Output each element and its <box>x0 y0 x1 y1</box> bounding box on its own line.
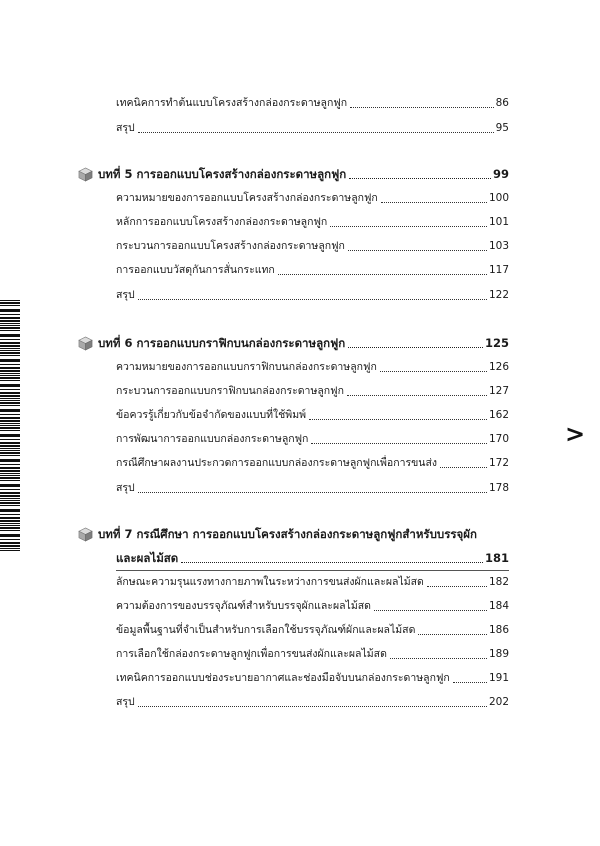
barcode-bar <box>0 445 20 447</box>
dot-leader <box>350 107 494 108</box>
barcode-bar <box>0 395 20 397</box>
toc-entry-title: สรุป <box>116 122 135 134</box>
toc-entry[interactable] <box>116 430 509 448</box>
barcode-bar <box>0 300 20 301</box>
toc-chapter-page: 99 <box>492 167 509 181</box>
toc-entry[interactable] <box>116 573 509 591</box>
barcode-bar <box>0 542 20 544</box>
toc-entry[interactable] <box>116 597 509 615</box>
toc-entry[interactable] <box>116 645 509 663</box>
toc-chapter-title: และผลไม้สด <box>116 551 179 565</box>
barcode-bar <box>0 430 20 431</box>
toc-entry-title: เทคนิคการออกแบบช่องระบายอากาศและช่องมือจับบนกล่องกระดาษลูกฟูก <box>116 672 450 684</box>
barcode-bar <box>0 392 20 394</box>
toc-entry[interactable] <box>116 213 509 231</box>
toc-chapter-page: 181 <box>484 551 509 565</box>
barcode-bar <box>0 450 20 451</box>
toc-entry-title: กรณีศึกษาผลงานประกวดการออกแบบกล่องกระดาษลูกฟูกเพื่อการขนส่ง <box>116 457 438 469</box>
toc-entry-title: ข้อควรรู้เกี่ยวกับข้อจำกัดของแบบที่ใช้พิมพ์ <box>116 409 307 421</box>
toc-entry-title: ความหมายของการออกแบบโครงสร้างกล่องกระดาษลูกฟูก <box>116 192 378 204</box>
toc-entry[interactable] <box>116 693 509 711</box>
barcode-bar <box>0 355 20 356</box>
barcode-bar <box>0 405 20 406</box>
barcode-bar <box>0 434 20 437</box>
toc-entry[interactable] <box>116 261 509 279</box>
toc-entry[interactable] <box>116 479 509 497</box>
barcode-bar <box>0 377 20 379</box>
dot-leader <box>390 658 487 659</box>
toc-entry-title: ลักษณะความรุนแรงทางกายภาพในระหว่างการขนส่งผักและผลไม้สด <box>116 576 424 588</box>
toc-entry[interactable] <box>116 669 509 687</box>
toc-entry-page: 103 <box>488 240 509 252</box>
barcode-bar <box>0 545 20 547</box>
barcode-bar <box>0 402 20 404</box>
cube-icon <box>78 527 93 542</box>
toc-entry[interactable] <box>116 189 509 207</box>
toc-entry-page: 117 <box>488 264 509 276</box>
chapter-underline <box>116 570 509 571</box>
toc-entry-page: 95 <box>495 122 509 134</box>
dot-leader <box>138 492 487 493</box>
toc-chapter-title: บทที่ 7 กรณีศึกษา การออกแบบโครงสร้างกล่องกระดาษลูกฟูกสำหรับบรรจุผัก <box>98 527 477 541</box>
toc-entry-title: ความหมายของการออกแบบกราฟิกบนกล่องกระดาษลูกฟูก <box>116 361 377 373</box>
toc-chapter-page: 125 <box>484 336 509 350</box>
toc-entry-page: 127 <box>488 385 509 397</box>
barcode-bar <box>0 448 20 449</box>
toc-entry-page: 184 <box>488 600 509 612</box>
toc-entry[interactable] <box>116 94 509 112</box>
dot-leader <box>309 419 487 420</box>
dot-leader <box>138 706 487 707</box>
barcode-bar <box>0 477 20 479</box>
dot-leader <box>181 562 483 563</box>
page-folio: > <box>565 420 586 448</box>
barcode-bar <box>0 495 20 497</box>
barcode-bar <box>0 409 20 412</box>
barcode-bar <box>0 439 20 440</box>
cube-icon <box>78 336 93 351</box>
barcode-bar <box>0 427 20 429</box>
toc-entry-title: สรุป <box>116 289 135 301</box>
barcode-bar <box>0 309 20 312</box>
barcode-bar <box>0 442 20 444</box>
barcode-bar <box>0 505 20 506</box>
barcode-bar <box>0 548 20 549</box>
barcode-bar <box>0 364 20 365</box>
barcode-bar <box>0 323 20 324</box>
toc-chapter[interactable] <box>78 165 509 183</box>
toc-entry-title: สรุป <box>116 696 135 708</box>
toc-entry-title: หลักการออกแบบโครงสร้างกล่องกระดาษลูกฟูก <box>116 216 328 228</box>
barcode-bar <box>0 370 20 372</box>
barcode-bar <box>0 475 20 476</box>
toc-entry-page: 178 <box>488 482 509 494</box>
toc-entry-title: ข้อมูลพื้นฐานที่จำเป็นสำหรับการเลือกใช้บรรจุภัณฑ์ผักและผลไม้สด <box>116 624 416 636</box>
toc-entry-page: 101 <box>488 216 509 228</box>
toc-entry-title: สรุป <box>116 482 135 494</box>
barcode-bar <box>0 525 20 526</box>
toc-entry[interactable] <box>116 454 509 472</box>
barcode-bar <box>0 359 20 362</box>
barcode-bar <box>0 339 20 340</box>
barcode-bar <box>0 498 20 499</box>
barcode-bar <box>0 492 20 494</box>
barcode-bar <box>0 464 20 465</box>
toc-entry-page: 189 <box>488 648 509 660</box>
toc-chapter[interactable] <box>78 525 509 543</box>
barcode-bar <box>0 314 20 315</box>
toc-entry-title: การพัฒนาการออกแบบกล่องกระดาษลูกฟูก <box>116 433 309 445</box>
toc-chapter[interactable] <box>78 334 509 352</box>
barcode-bar <box>0 470 20 472</box>
barcode-bar <box>0 500 20 501</box>
toc-entry-page: 170 <box>488 433 509 445</box>
dot-leader <box>349 178 491 179</box>
toc-entry[interactable] <box>116 621 509 639</box>
dot-leader <box>381 202 487 203</box>
toc-entry-page: 162 <box>488 409 509 421</box>
barcode-bar <box>0 400 20 401</box>
barcode-bar <box>0 373 20 374</box>
barcode-bar <box>0 502 20 504</box>
dot-leader <box>347 395 487 396</box>
barcode-bar <box>0 302 20 304</box>
barcode-bar <box>0 327 20 329</box>
barcode-bar <box>0 550 20 551</box>
barcode-bar <box>0 320 20 322</box>
toc-chapter-title: บทที่ 5 การออกแบบโครงสร้างกล่องกระดาษลูกฟูก <box>98 167 347 181</box>
barcode-bar <box>0 534 20 537</box>
toc-entry-title: ความต้องการของบรรจุภัณฑ์สำหรับบรรจุผักและผลไม้สด <box>116 600 371 612</box>
dot-leader <box>440 467 487 468</box>
toc-entry-page: 202 <box>488 696 509 708</box>
barcode-bar <box>0 452 20 454</box>
barcode-bar <box>0 352 20 354</box>
dot-leader <box>418 634 487 635</box>
barcode-bar <box>0 330 20 331</box>
barcode-bar <box>0 455 20 456</box>
barcode-bar <box>0 527 20 529</box>
barcode-bar <box>0 484 20 487</box>
dot-leader <box>138 132 494 133</box>
barcode-bar <box>0 325 20 326</box>
edge-barcode <box>0 300 20 552</box>
barcode-bar <box>0 367 20 369</box>
barcode-bar <box>0 425 20 426</box>
barcode-bar <box>0 509 20 512</box>
barcode-bar <box>0 317 20 319</box>
barcode-bar <box>0 305 20 306</box>
barcode-bar <box>0 517 20 519</box>
dot-leader <box>330 226 487 227</box>
cube-icon <box>78 167 93 182</box>
barcode-bar <box>0 467 20 469</box>
barcode-bar <box>0 350 20 351</box>
dot-leader <box>348 347 483 348</box>
toc-entry-title: การเลือกใช้กล่องกระดาษลูกฟูกเพื่อการขนส่งผักและผลไม้สด <box>116 648 387 660</box>
barcode-bar <box>0 489 20 490</box>
barcode-bar <box>0 423 20 424</box>
barcode-bar <box>0 417 20 419</box>
barcode-bar <box>0 473 20 474</box>
toc-entry-page: 172 <box>488 457 509 469</box>
toc-entry-page: 186 <box>488 624 509 636</box>
toc-entry[interactable] <box>116 406 509 424</box>
barcode-bar <box>0 342 20 344</box>
dot-leader <box>278 274 487 275</box>
toc-entry[interactable] <box>116 286 509 304</box>
barcode-bar <box>0 389 20 390</box>
barcode-bar <box>0 348 20 349</box>
dot-leader <box>380 371 487 372</box>
barcode-bar <box>0 384 20 387</box>
dot-leader <box>311 443 487 444</box>
dot-leader <box>138 299 487 300</box>
toc-entry-title: กระบวนการออกแบบกราฟิกบนกล่องกระดาษลูกฟูก <box>116 385 344 397</box>
toc-entry-title: กระบวนการออกแบบโครงสร้างกล่องกระดาษลูกฟูก <box>116 240 345 252</box>
barcode-bar <box>0 398 20 399</box>
toc-entry[interactable] <box>116 237 509 255</box>
toc-entry-page: 86 <box>495 97 509 109</box>
barcode-bar <box>0 459 20 462</box>
barcode-bar <box>0 334 20 337</box>
barcode-bar <box>0 345 20 347</box>
toc-entry[interactable] <box>116 358 509 376</box>
barcode-bar <box>0 514 20 515</box>
dot-leader <box>374 610 487 611</box>
toc-chapter-continued[interactable] <box>116 549 509 567</box>
barcode-bar <box>0 380 20 381</box>
toc-entry-page: 182 <box>488 576 509 588</box>
barcode-bar <box>0 375 20 376</box>
toc-entry-title: เทคนิคการทำต้นแบบโครงสร้างกล่องกระดาษลูกฟูก <box>116 97 348 109</box>
toc-entry[interactable] <box>116 119 509 137</box>
barcode-bar <box>0 420 20 422</box>
dot-leader <box>453 682 487 683</box>
toc-entry-page: 100 <box>488 192 509 204</box>
toc-entry[interactable] <box>116 382 509 400</box>
toc-entry-title: การออกแบบวัสดุกันการสั่นกระแทก <box>116 264 275 276</box>
barcode-bar <box>0 480 20 481</box>
barcode-bar <box>0 539 20 540</box>
toc-chapter-title: บทที่ 6 การออกแบบกราฟิกบนกล่องกระดาษลูกฟูก <box>98 336 346 350</box>
toc-entry-page: 126 <box>488 361 509 373</box>
barcode-bar <box>0 523 20 524</box>
barcode-bar <box>0 414 20 415</box>
toc-entry-page: 191 <box>488 672 509 684</box>
dot-leader <box>348 250 487 251</box>
toc-entry-page: 122 <box>488 289 509 301</box>
dot-leader <box>427 586 487 587</box>
barcode-bar <box>0 530 20 531</box>
barcode-bar <box>0 520 20 522</box>
